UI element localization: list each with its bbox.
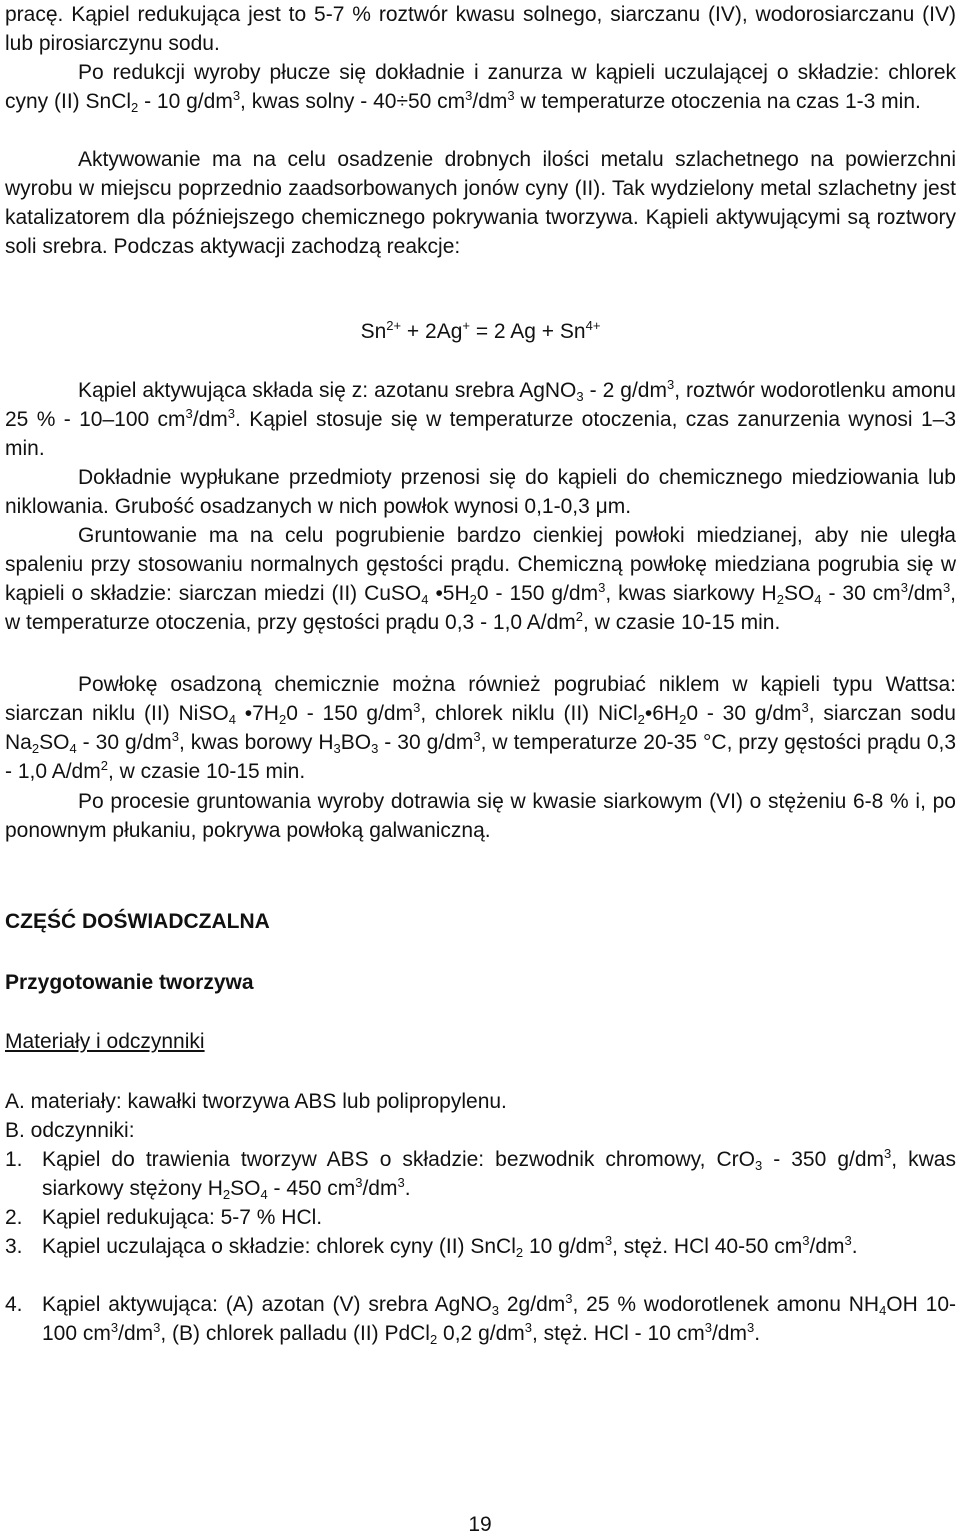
reaction-equation: $Sn^{2+} + 2Ag^+ = 2$ $Ag + Sn^{4+}$ [360, 318, 601, 343]
list-item [5, 1290, 956, 1348]
list-item-number: 3. [5, 1235, 23, 1258]
paragraph-reduction-bath: pracę. Kąpiel redukująca jest to 5-7 % roztwór kwasu solnego, siarczanu (IV), wodorosiarczanu (IV) lub pirosiarczynu sodu. [5, 3, 956, 55]
paragraph-activating-bath: Kąpiel aktywująca składa się z: azotanu srebra AgNO$_3$ - 2 $g/dm^3$, roztwór wodorotlenku amonu 25 % - 10–100 $cm^3/dm^3$. Kąpiel stosuje się w temperaturze otoczenia, czas zanurzenia wynosi 1–3 min. [5, 377, 956, 460]
list-item [5, 1145, 956, 1203]
paragraph-priming: Gruntowanie ma na celu pogrubienie bardzo cienkiej powłoki miedzianej, aby nie uległa spaleniu przy stosowaniu normalnych gęstości prądu. Chemiczną powłokę miedziana pogrubia się w kąpieli o składzie: siarczan miedzi (II) CuSO$_4$ $•5H_20 - 150$ $g/dm^3$, kwas siarkowy $H_2SO_4 - 30$ $cm^3/dm^3$, w temperaturze otoczenia, przy gęstości prądu 0,3 - 1,0 $A/dm^2$, w czasie 10-15 min. [5, 524, 957, 634]
list-item-number: 4. [5, 1293, 23, 1316]
list-item-number: 1. [5, 1148, 23, 1171]
list-item [5, 1203, 956, 1232]
paragraph-final-etch: Po procesie gruntowania wyroby dotrawia się w kwasie siarkowym (VI) o stężeniu 6-8 % i, po ponownym płukaniu, pokrywa powłoką galwaniczną. [5, 790, 956, 842]
paragraph-activation: Aktywowanie ma na celu osadzenie drobnych ilości metalu szlachetnego na powierzchni wyrobu w miejscu poprzednio zaadsorbowanych jonów cyny (II). Tak wydzielony metal szlachetny jest katalizatorem dla późniejszego chemicznego pokrywania tworzywa. Kąpieli aktywującymi są roztwory soli srebra. Podczas aktywacji zachodzą reakcje: [5, 148, 956, 258]
materials-heading: Materiały i odczynniki [5, 1030, 205, 1053]
materials-line: A. materiały: kawałki tworzywa ABS lub polipropylenu. [5, 1090, 507, 1113]
list-item-text: Kąpiel do trawienia tworzyw ABS o składzie: bezwodnik chromowy, CrO$_3$ - 350 $g/dm^3$, kwas siarkowy stężony $H_2SO_4 - 450$ $cm^3/dm^3$. [42, 1146, 956, 1202]
list-item-text: Kąpiel uczulająca o składzie: chlorek cyny (II) SnCl$_2$ 10 $g/dm^3$, stęż. HCl 40-50 $cm^3/dm^3$. [42, 1233, 858, 1260]
list-item-number: 2. [5, 1206, 23, 1229]
subsection-heading: Przygotowanie tworzywa [5, 971, 254, 994]
list-item-text: Kąpiel aktywująca: (A) azotan (V) srebra AgNO$_3$ $2g/dm^3$, 25 % wodorotlenek amonu $NH_4OH$ 10-100 $cm^3/dm^3$, (B) chlorek palladu (II) PdCl$_2$ 0,2 $g/dm^3$, stęż. HCl - 10 $cm^3/dm^3$. [42, 1291, 956, 1347]
paragraph-nickel: Powłokę osadzoną chemicznie można również pogrubiać niklem w kąpieli typu Wattsa: siarczan niklu (II) NiSO$_4$ $•7H_20 - 150$ $g/dm^3$, chlorek niklu (II) $NiCl_2•6H_20 - 30$ $g/dm^3$, siarczan sodu $Na_2SO_4 - 30$ $g/dm^3$, kwas borowy $H_3BO_3 - 30$ $g/dm^3$, w temperaturze 20-35 °C, przy gęstości prądu 0,3 - 1,0 $A/dm^2$, w czasie 10-15 min. [5, 673, 957, 783]
reagents-line: B. odczynniki: [5, 1119, 135, 1142]
list-item [5, 1232, 956, 1261]
paragraph-sensitizing: Po redukcji wyroby płucze się dokładnie i zanurza w kąpieli uczulającej o składzie: chlorek cyny (II) SnCl$_2$ - 10 $g/dm^3$, kwas solny - 40÷50 $cm^3/dm^3$ w temperaturze otoczenia na czas 1-3 min. [5, 61, 956, 115]
list-item-text: Kąpiel redukująca: 5-7 % HCl. [42, 1206, 323, 1229]
section-heading: CZĘŚĆ DOŚWIADCZALNA [5, 910, 270, 933]
paragraph-rinsed-items: Dokładnie wypłukane przedmioty przenosi się do kąpieli do chemicznego miedziowania lub niklowania. Grubość osadzanych w nich powłok wynosi 0,1-0,3 μm. [5, 466, 956, 518]
page-number: 19 [468, 1513, 492, 1536]
